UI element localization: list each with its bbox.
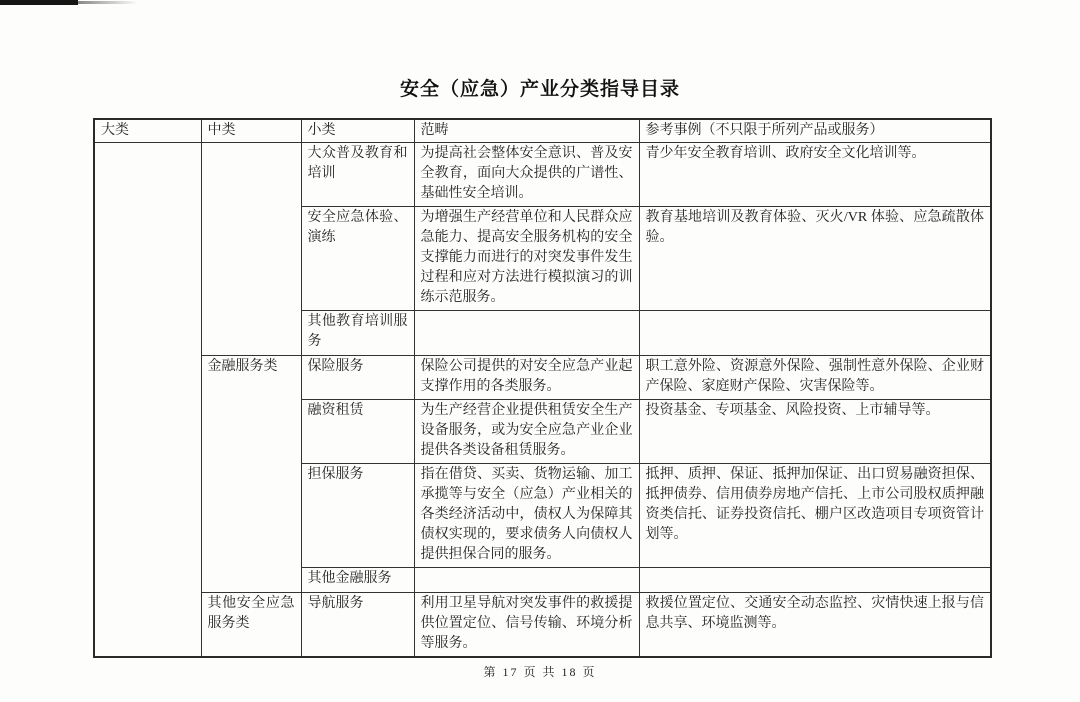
cell-minor-class: 其他教育培训服务 (301, 311, 414, 356)
cell-scope: 指在借贷、买卖、货物运输、加工承揽等与安全（应急）产业相关的各类经济活动中，债权人为保障其债权实现的，要求债务人向债权人提供担保合同的服务。 (414, 464, 639, 568)
header-major-class: 大类 (94, 119, 201, 143)
cell-minor-class: 安全应急体验、演练 (301, 207, 414, 311)
cell-medium-class: 金融服务类 (201, 356, 301, 593)
cell-medium-class (201, 143, 301, 356)
scan-artifact-bar (0, 0, 78, 5)
classification-table (93, 118, 992, 658)
cell-minor-class: 大众普及教育和培训 (301, 143, 414, 207)
cell-scope (414, 311, 639, 356)
cell-examples: 抵押、质押、保证、抵押加保证、出口贸易融资担保、抵押债券、信用债券房地产信托、上市公司股权质押融资类信托、证券投资信托、棚户区改造项目专项资管计划等。 (639, 464, 991, 568)
cell-medium-class: 其他安全应急服务类 (201, 593, 301, 658)
table-row (94, 143, 991, 207)
cell-examples: 投资基金、专项基金、风险投资、上市辅导等。 (639, 400, 991, 464)
cell-examples: 职工意外险、资源意外保险、强制性意外保险、企业财产保险、家庭财产保险、灾害保险等。 (639, 356, 991, 400)
cell-minor-class: 融资租赁 (301, 400, 414, 464)
table-header-row (94, 119, 991, 143)
cell-scope: 为生产经营企业提供租赁安全生产设备服务，或为安全应急产业企业提供各类设备租赁服务。 (414, 400, 639, 464)
page-title: 安全（应急）产业分类指导目录 (399, 79, 680, 100)
cell-minor-class: 担保服务 (301, 464, 414, 568)
cell-examples: 青少年安全教育培训、政府安全文化培训等。 (639, 143, 991, 207)
page-number-footer: 第 17 页 共 18 页 (483, 665, 597, 679)
cell-minor-class: 保险服务 (301, 356, 414, 400)
cell-major-class (94, 143, 201, 658)
cell-examples (639, 568, 991, 593)
cell-examples: 救援位置定位、交通安全动态监控、灾情快速上报与信息共享、环境监测等。 (639, 593, 991, 658)
cell-scope: 利用卫星导航对突发事件的救援提供位置定位、信号传输、环境分析等服务。 (414, 593, 639, 658)
header-examples: 参考事例（不只限于所列产品或服务） (639, 119, 991, 143)
cell-scope: 为增强生产经营单位和人民群众应急能力、提高安全服务机构的安全支撑能力而进行的对突发事件发生过程和应对方法进行模拟演习的训练示范服务。 (414, 207, 639, 311)
cell-scope: 为提高社会整体安全意识、普及安全教育，面向大众提供的广谱性、基础性安全培训。 (414, 143, 639, 207)
cell-examples (639, 311, 991, 356)
cell-minor-class: 导航服务 (301, 593, 414, 658)
header-scope: 范畴 (414, 119, 639, 143)
cell-scope: 保险公司提供的对安全应急产业起支撑作用的各类服务。 (414, 356, 639, 400)
cell-examples: 教育基地培训及教育体验、灭火/VR 体验、应急疏散体验。 (639, 207, 991, 311)
header-minor-class: 小类 (301, 119, 414, 143)
cell-minor-class: 其他金融服务 (301, 568, 414, 593)
header-medium-class: 中类 (201, 119, 301, 143)
table-row (94, 593, 991, 658)
cell-scope (414, 568, 639, 593)
table-row (94, 356, 991, 400)
